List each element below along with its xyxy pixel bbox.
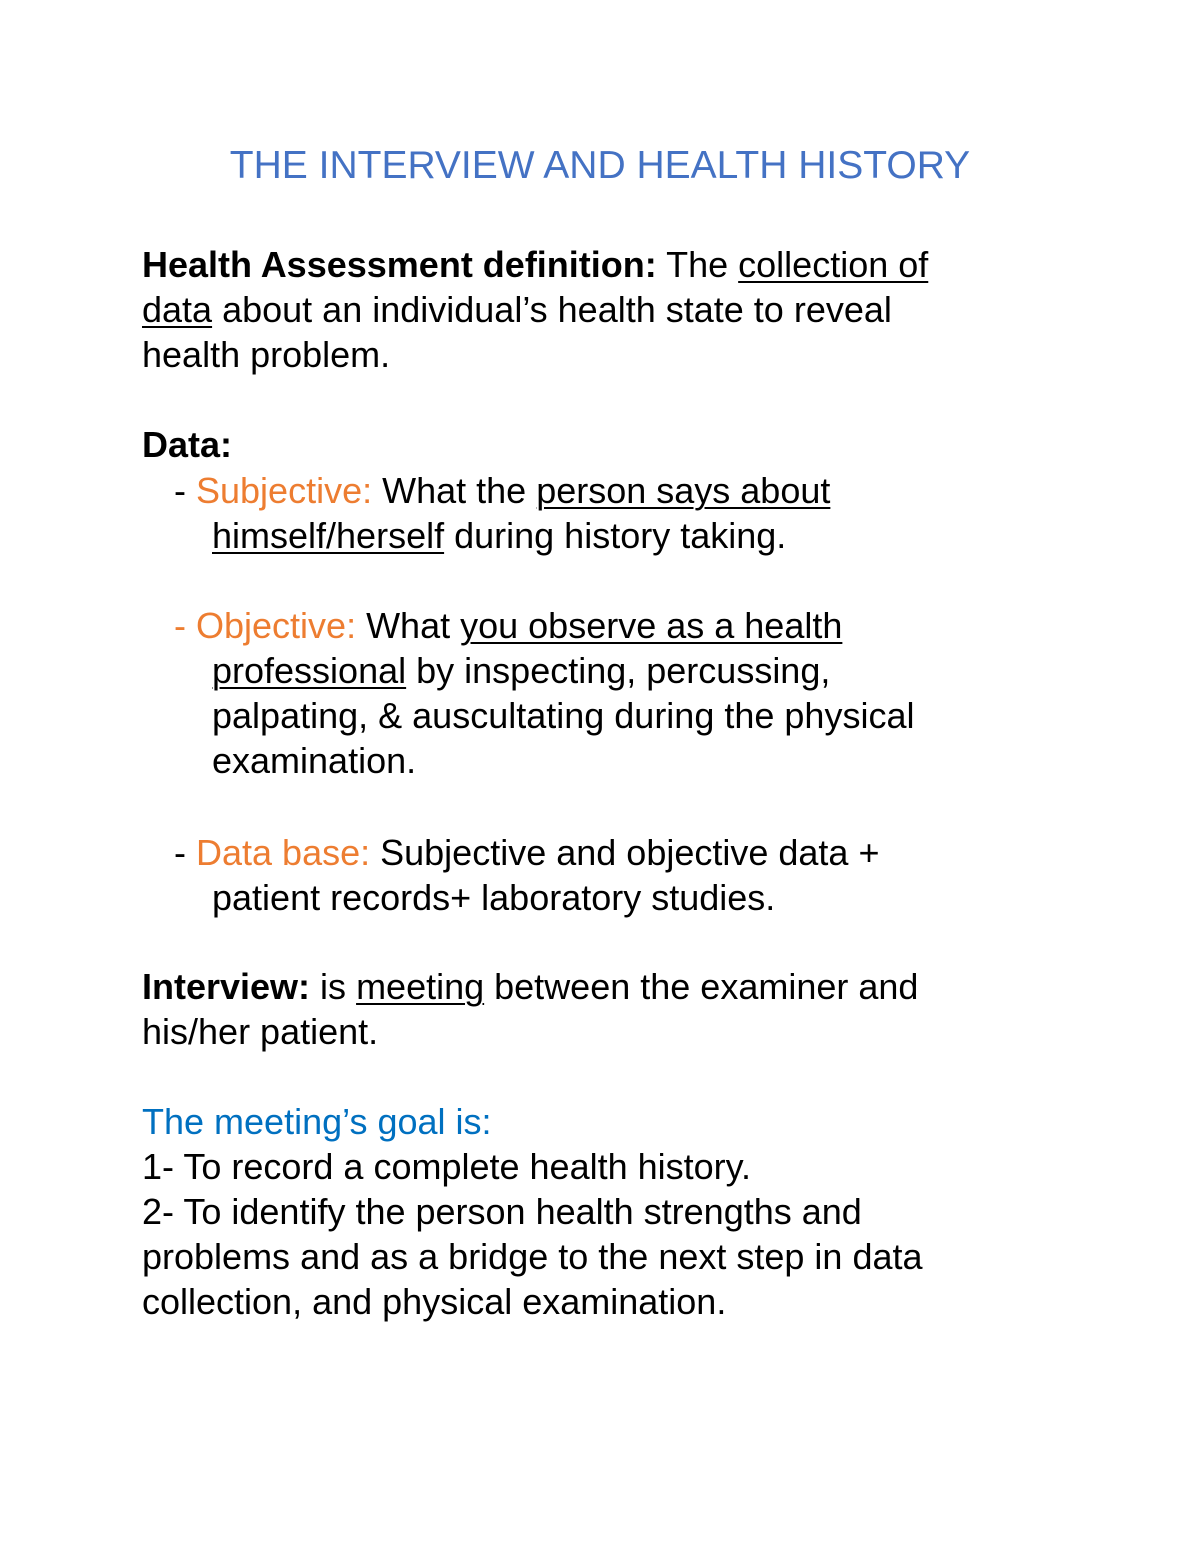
objective-item bbox=[174, 603, 1042, 783]
goal-heading: The meeting’s goal is: bbox=[142, 1101, 492, 1142]
subjective-label: Subjective: bbox=[196, 470, 373, 511]
page-title: THE INTERVIEW AND HEALTH HISTORY bbox=[229, 144, 971, 187]
goal-line-3: problems and as a bridge to the next step in data bbox=[142, 1236, 923, 1277]
database-label: Data base: bbox=[196, 832, 371, 873]
interview-text-1: between the examiner and bbox=[484, 966, 919, 1007]
definition-text-pre: The bbox=[656, 244, 739, 285]
interview-text-pre: is bbox=[310, 966, 357, 1007]
interview-underlined: meeting bbox=[356, 966, 485, 1007]
objective-continuation bbox=[174, 648, 1042, 783]
definition-text-1: about an individual’s health state to reveal bbox=[212, 289, 892, 330]
subjective-item bbox=[174, 468, 1042, 558]
subjective-underlined-2: himself/herself bbox=[212, 515, 445, 556]
objective-text-pre: What bbox=[356, 605, 461, 646]
database-text-1: Subjective and objective data + bbox=[370, 832, 880, 873]
definition-text-2: health problem. bbox=[142, 334, 391, 375]
definition-underlined-2: data bbox=[142, 289, 213, 330]
objective-text-1: by inspecting, percussing, bbox=[406, 650, 831, 691]
objective-label: Objective: bbox=[196, 605, 357, 646]
definition-label: Health Assessment definition: bbox=[142, 244, 657, 285]
subjective-text-pre: What the bbox=[372, 470, 537, 511]
objective-text-2: palpating, & auscultating during the physical bbox=[212, 695, 915, 736]
objective-text-3: examination. bbox=[212, 740, 417, 781]
goal-line-2: 2- To identify the person health strengths and bbox=[142, 1191, 862, 1232]
objective-underlined-2: professional bbox=[212, 650, 407, 691]
definition-underlined-1: collection of bbox=[738, 244, 929, 285]
subjective-underlined-1: person says about bbox=[536, 470, 831, 511]
subjective-continuation bbox=[174, 513, 1042, 558]
goal-line-4: collection, and physical examination. bbox=[142, 1281, 727, 1322]
interview-label: Interview: bbox=[142, 966, 311, 1007]
subjective-dash: - bbox=[174, 470, 196, 511]
database-continuation bbox=[174, 875, 1042, 920]
interview-text-2: his/her patient. bbox=[142, 1011, 379, 1052]
objective-underlined-1: you observe as a health bbox=[460, 605, 843, 646]
definition-paragraph bbox=[142, 242, 1042, 377]
database-item bbox=[174, 830, 1042, 920]
data-heading: Data: bbox=[142, 424, 233, 465]
interview-paragraph bbox=[142, 964, 1042, 1054]
goal-section bbox=[142, 1099, 1042, 1324]
database-text-2: patient records+ laboratory studies. bbox=[212, 877, 776, 918]
objective-dash: - bbox=[174, 605, 196, 646]
subjective-text-rest: during history taking. bbox=[444, 515, 787, 556]
goal-line-1: 1- To record a complete health history. bbox=[142, 1146, 751, 1187]
database-dash: - bbox=[174, 832, 196, 873]
